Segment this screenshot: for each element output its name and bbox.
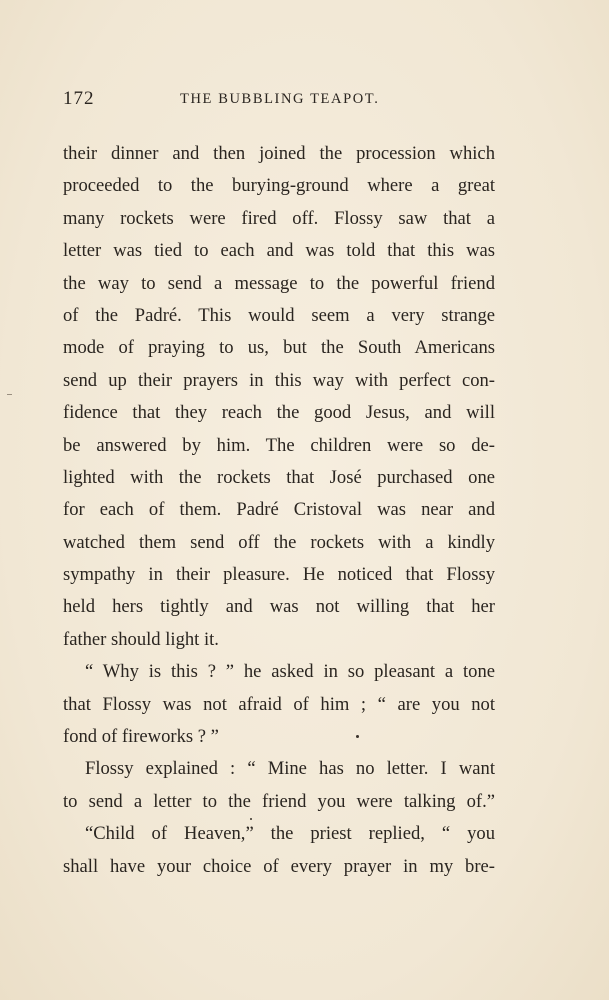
text-line: lighted with the rockets that José purchased one xyxy=(63,466,495,488)
page-header xyxy=(63,88,495,114)
text-line: father should light it. xyxy=(63,628,219,650)
text-line: letter was tied to each and was told that this was xyxy=(63,240,495,262)
text-line: sympathy in their pleasure. He noticed that Flossy xyxy=(63,564,495,586)
running-head: THE BUBBLING TEAPOT. xyxy=(180,91,380,107)
text-line: fidence that they reach the good Jesus, and will xyxy=(63,402,495,424)
text-line: “Child of Heaven,” the priest replied, “ you xyxy=(85,823,495,845)
text-line: watched them send off the rockets with a kindly xyxy=(63,531,495,553)
text-line: shall have your choice of every prayer in my bre- xyxy=(63,855,495,877)
text-line: mode of praying to us, but the South Americans xyxy=(63,337,495,359)
text-line: for each of them. Padré Cristoval was near and xyxy=(63,499,495,521)
text-line: send up their prayers in this way with perfect con- xyxy=(63,369,495,391)
page-number: 172 xyxy=(63,88,95,109)
text-line: to send a letter to the friend you were talking of.” xyxy=(63,790,495,812)
text-line: Flossy explained : “ Mine has no letter. I want xyxy=(85,758,495,780)
text-line: many rockets were fired off. Flossy saw that a xyxy=(63,207,495,229)
text-line: proceeded to the burying-ground where a great xyxy=(63,175,495,197)
text-line: be answered by him. The children were so de- xyxy=(63,434,495,456)
text-line: fond of fireworks ? ” xyxy=(63,726,219,748)
body-text xyxy=(63,138,495,883)
text-line: “ Why is this ? ” he asked in so pleasant a tone xyxy=(85,661,495,683)
ink-speck xyxy=(250,818,252,820)
text-line: of the Padré. This would seem a very strange xyxy=(63,304,495,326)
text-line: the way to send a message to the powerful friend xyxy=(63,272,495,294)
text-line: held hers tightly and was not willing that her xyxy=(63,596,495,618)
ink-speck xyxy=(356,735,359,738)
text-line: that Flossy was not afraid of him ; “ are you not xyxy=(63,693,495,715)
margin-mark xyxy=(7,394,12,395)
text-line: their dinner and then joined the procession which xyxy=(63,143,495,164)
